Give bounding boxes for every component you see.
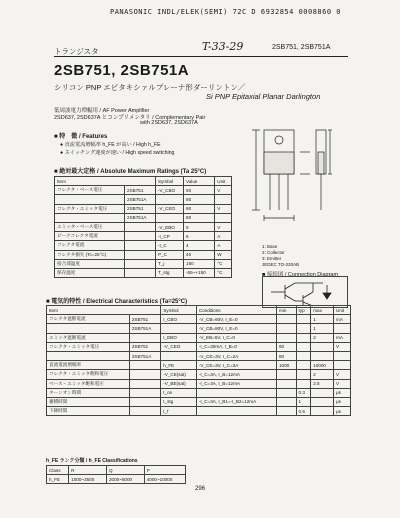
cell: 6: [184, 232, 215, 241]
cell: t_f: [161, 407, 197, 416]
cell: [276, 370, 296, 379]
table-header: max: [311, 306, 334, 315]
features-title: ■ 特 徴 / Features: [54, 134, 108, 140]
cell: 保存温度: [55, 268, 125, 277]
cell: 80: [276, 351, 296, 360]
cell: -V_CB=80V, I_E=0: [196, 324, 276, 333]
application-line: with 2SD637, 2SD637A: [140, 120, 198, 126]
cell: 2SB751: [125, 204, 156, 213]
cell: 2: [311, 370, 334, 379]
cell: 4000~10000: [144, 475, 185, 484]
cell: 0.3: [296, 388, 311, 397]
cell: [215, 213, 232, 222]
cell: [296, 361, 311, 370]
cell: -V_CEO: [161, 342, 197, 351]
cell: -I_C=30mA, I_B=0: [196, 342, 276, 351]
cell: V: [215, 186, 232, 195]
cell: コレクタ・ベース電圧: [55, 186, 125, 195]
cell: °C: [215, 259, 232, 268]
cell: -V_BE(sat): [161, 379, 197, 388]
cell: 1000~2500: [69, 475, 107, 484]
table-row: [55, 241, 232, 250]
cell: mA: [334, 315, 351, 324]
cell: 1: [311, 324, 334, 333]
darlington-symbol-icon: [263, 277, 347, 307]
table-row: [47, 324, 351, 333]
cell: -V_CE(sat): [161, 370, 197, 379]
cell: [196, 407, 276, 416]
table-header: Symbol: [156, 177, 184, 186]
cell: コレクタ電流: [55, 241, 125, 250]
cell: -I_C=3A, I_B1=-I_B2=12mA: [196, 397, 276, 406]
cell: -V_CE=3V, I_C=2A: [196, 351, 276, 360]
cell: [125, 259, 156, 268]
table-row: [47, 333, 351, 342]
cell: [276, 315, 296, 324]
cell: 直流電流増幅率: [47, 361, 130, 370]
cell: コレクタ遮断電流: [47, 315, 130, 324]
cell: -V_CBO: [156, 186, 184, 195]
cell: 接合部温度: [55, 259, 125, 268]
cell: -V_CEO: [156, 204, 184, 213]
subtitle-jp: シリコン PNP エピタキシァルプレーナ形ダーリントン／: [54, 83, 246, 92]
cell: -V_CB=60V, I_E=0: [196, 315, 276, 324]
legend-item: 2: Collector: [262, 250, 285, 255]
table-row: [47, 407, 351, 416]
cell: t_on: [161, 388, 197, 397]
table-header: Q: [106, 466, 144, 475]
cell: -I_C=3A, I_B=12mA: [196, 370, 276, 379]
cell: [334, 351, 351, 360]
cell: W: [215, 250, 232, 259]
cell: [161, 351, 197, 360]
divider: [54, 56, 348, 57]
cell: mA: [334, 333, 351, 342]
application-line: 低周波電力増幅用 / AF Power Amplifier: [54, 108, 150, 114]
table-header: Class: [47, 466, 69, 475]
table-header-row: [47, 466, 186, 475]
cell: 60: [184, 204, 215, 213]
cell: 2SB751: [129, 342, 160, 351]
hfe-class-title: h_FE ランク分類 / h_FE Classifications: [46, 458, 138, 464]
cell: 40: [184, 250, 215, 259]
cell: I_EBO: [161, 333, 197, 342]
table-row: [55, 186, 232, 195]
cell: 1: [296, 397, 311, 406]
cell: 蓄積時間: [47, 397, 130, 406]
cell: 2000~5000: [106, 475, 144, 484]
cell: [276, 379, 296, 388]
application-line: 2SD637, 2SD637A とコンプリメンタリ / Complementary Pair: [54, 115, 206, 121]
table-row: [55, 222, 232, 231]
cell: [296, 379, 311, 388]
cell: V: [334, 342, 351, 351]
table-row: [47, 379, 351, 388]
category-label: トランジスタ: [54, 47, 99, 56]
cell: 0.5: [296, 407, 311, 416]
cell: 2SB751A: [125, 213, 156, 222]
cell: [47, 324, 130, 333]
cell: [156, 213, 184, 222]
table-row: [55, 250, 232, 259]
cell: [296, 324, 311, 333]
page-title: 2SB751, 2SB751A: [54, 62, 190, 79]
cell: 4: [184, 241, 215, 250]
legend-item: 3: Emitter: [262, 256, 282, 261]
cell: [55, 213, 125, 222]
cell: [129, 370, 160, 379]
cell: 2SB751A: [129, 351, 160, 360]
table-row: [47, 351, 351, 360]
cell: μs: [334, 407, 351, 416]
cell: [129, 388, 160, 397]
max-ratings-title: ■ 絶対最大定格 / Absolute Maximum Ratings (Ta 25°C): [54, 169, 207, 175]
hfe-class-table: [46, 465, 186, 484]
cell: [125, 268, 156, 277]
cell: 1000: [276, 361, 296, 370]
table-row: [55, 268, 232, 277]
cell: [276, 397, 296, 406]
table-header: typ: [296, 306, 311, 315]
cell: [276, 333, 296, 342]
cell: P_C: [156, 250, 184, 259]
cell: ピークコレクタ電流: [55, 232, 125, 241]
cell: [129, 397, 160, 406]
cell: 10000: [311, 361, 334, 370]
cell: [129, 361, 160, 370]
scan-header-line: PANASONIC INDL/ELEK(SEMI) 72C D 6932854 0008860 0: [110, 8, 342, 16]
cell: [296, 351, 311, 360]
table-row: [47, 342, 351, 351]
cell: [129, 379, 160, 388]
cell: -V_EB=5V, I_C=0: [196, 333, 276, 342]
table-header-row: [47, 306, 351, 315]
cell: T_j: [156, 259, 184, 268]
table-row: [55, 204, 232, 213]
cell: 2: [311, 333, 334, 342]
cell: I_CBO: [161, 315, 197, 324]
cell: [311, 397, 334, 406]
table-header: Value: [184, 177, 215, 186]
cell: -I_CP: [156, 232, 184, 241]
table-row: [55, 213, 232, 222]
cell: V: [334, 379, 351, 388]
cell: [296, 315, 311, 324]
table-header: Item: [47, 306, 161, 315]
cell: V: [215, 204, 232, 213]
table-header: Symbol: [161, 306, 197, 315]
max-ratings-table: [54, 176, 232, 278]
table-row: [47, 397, 351, 406]
legend-item: 1: Base: [262, 244, 278, 249]
table-row: [47, 475, 186, 484]
cell: エミッタ遮断電流: [47, 333, 130, 342]
table-header: R: [69, 466, 107, 475]
table-row: [47, 388, 351, 397]
cell: μs: [334, 397, 351, 406]
cell: 60: [276, 342, 296, 351]
cell: [129, 333, 160, 342]
cell: コレクタ損失 (Tc=25°C): [55, 250, 125, 259]
table-row: [47, 361, 351, 370]
cell: [334, 361, 351, 370]
connection-diagram-title: ■ 接続図 / Connection Diagram: [262, 272, 339, 278]
cell: コレクタ・エミッタ電圧: [55, 204, 125, 213]
cell: [334, 324, 351, 333]
elec-char-table: [46, 305, 351, 416]
cell: 5: [184, 222, 215, 231]
cell: -V_CE=3V, I_C=3A: [196, 361, 276, 370]
cell: t_stg: [161, 397, 197, 406]
table-header: Unit: [215, 177, 232, 186]
package-legend: [262, 244, 299, 268]
table-row: [47, 315, 351, 324]
cell: -V_EBO: [156, 222, 184, 231]
cell: 下降時間: [47, 407, 130, 416]
cell: 150: [184, 259, 215, 268]
connection-diagram: [262, 276, 348, 308]
cell: [276, 407, 296, 416]
part-number-header: 2SB751, 2SB751A: [272, 44, 331, 51]
cell: [156, 195, 184, 204]
cell: 2SB751A: [125, 195, 156, 204]
cell: A: [215, 232, 232, 241]
package-drawing-svg: [234, 126, 352, 244]
package-outline-drawing: [234, 126, 352, 244]
legend-item: JEDEC TO-220AB: [262, 262, 300, 267]
table-row: [55, 195, 232, 204]
cell: [55, 195, 125, 204]
cell: ターンオン時間: [47, 388, 130, 397]
table-row: [55, 232, 232, 241]
cell: 2SB751: [129, 315, 160, 324]
cell: h_FE: [47, 475, 69, 484]
cell: [311, 351, 334, 360]
cell: [196, 388, 276, 397]
cell: T_stg: [156, 268, 184, 277]
cell: [296, 333, 311, 342]
elec-char-title: ■ 電気的特性 / Electrical Characteristics (Ta=25°C): [46, 299, 188, 305]
handwritten-code: T-33-29: [202, 40, 244, 53]
cell: V: [215, 222, 232, 231]
cell: [276, 388, 296, 397]
table-row: [47, 370, 351, 379]
cell: 2SB751A: [129, 324, 160, 333]
cell: [125, 241, 156, 250]
cell: エミッタ・ベース電圧: [55, 222, 125, 231]
feature-item: ● 直流電流増幅率 h_FE が高い / High h_FE: [60, 142, 161, 148]
cell: 2.5: [311, 379, 334, 388]
cell: -55~+150: [184, 268, 215, 277]
table-header: min: [276, 306, 296, 315]
cell: 1: [311, 315, 334, 324]
cell: A: [215, 241, 232, 250]
cell: [129, 407, 160, 416]
cell: μs: [334, 388, 351, 397]
cell: V: [334, 370, 351, 379]
cell: -I_C: [156, 241, 184, 250]
table-header: P: [144, 466, 185, 475]
cell: [47, 351, 130, 360]
cell: 2SB751: [125, 186, 156, 195]
cell: [125, 250, 156, 259]
cell: [311, 388, 334, 397]
cell: [125, 222, 156, 231]
cell: ベース・エミッタ飽和電圧: [47, 379, 130, 388]
cell: [161, 324, 197, 333]
cell: -I_C=3A, I_B=12mA: [196, 379, 276, 388]
cell: [311, 407, 334, 416]
subtitle-en: Si PNP Epitaxial Planar Darlington: [206, 92, 321, 101]
feature-item: ● スイッチング速度が速い / High speed switching: [60, 150, 175, 156]
cell: 80: [184, 213, 215, 222]
cell: コレクタ・エミッタ電圧: [47, 342, 130, 351]
page-number: 296: [195, 486, 206, 492]
cell: [296, 370, 311, 379]
cell: コレクタ・エミッタ飽和電圧: [47, 370, 130, 379]
cell: [125, 232, 156, 241]
table-header: Conditions: [196, 306, 276, 315]
cell: [276, 324, 296, 333]
cell: [215, 195, 232, 204]
table-header: Unit: [334, 306, 351, 315]
cell: °C: [215, 268, 232, 277]
cell: 80: [184, 195, 215, 204]
cell: [311, 342, 334, 351]
cell: 60: [184, 186, 215, 195]
table-header-row: [55, 177, 232, 186]
cell: h_FE: [161, 361, 197, 370]
table-row: [55, 259, 232, 268]
cell: [296, 342, 311, 351]
table-header: Item: [55, 177, 156, 186]
